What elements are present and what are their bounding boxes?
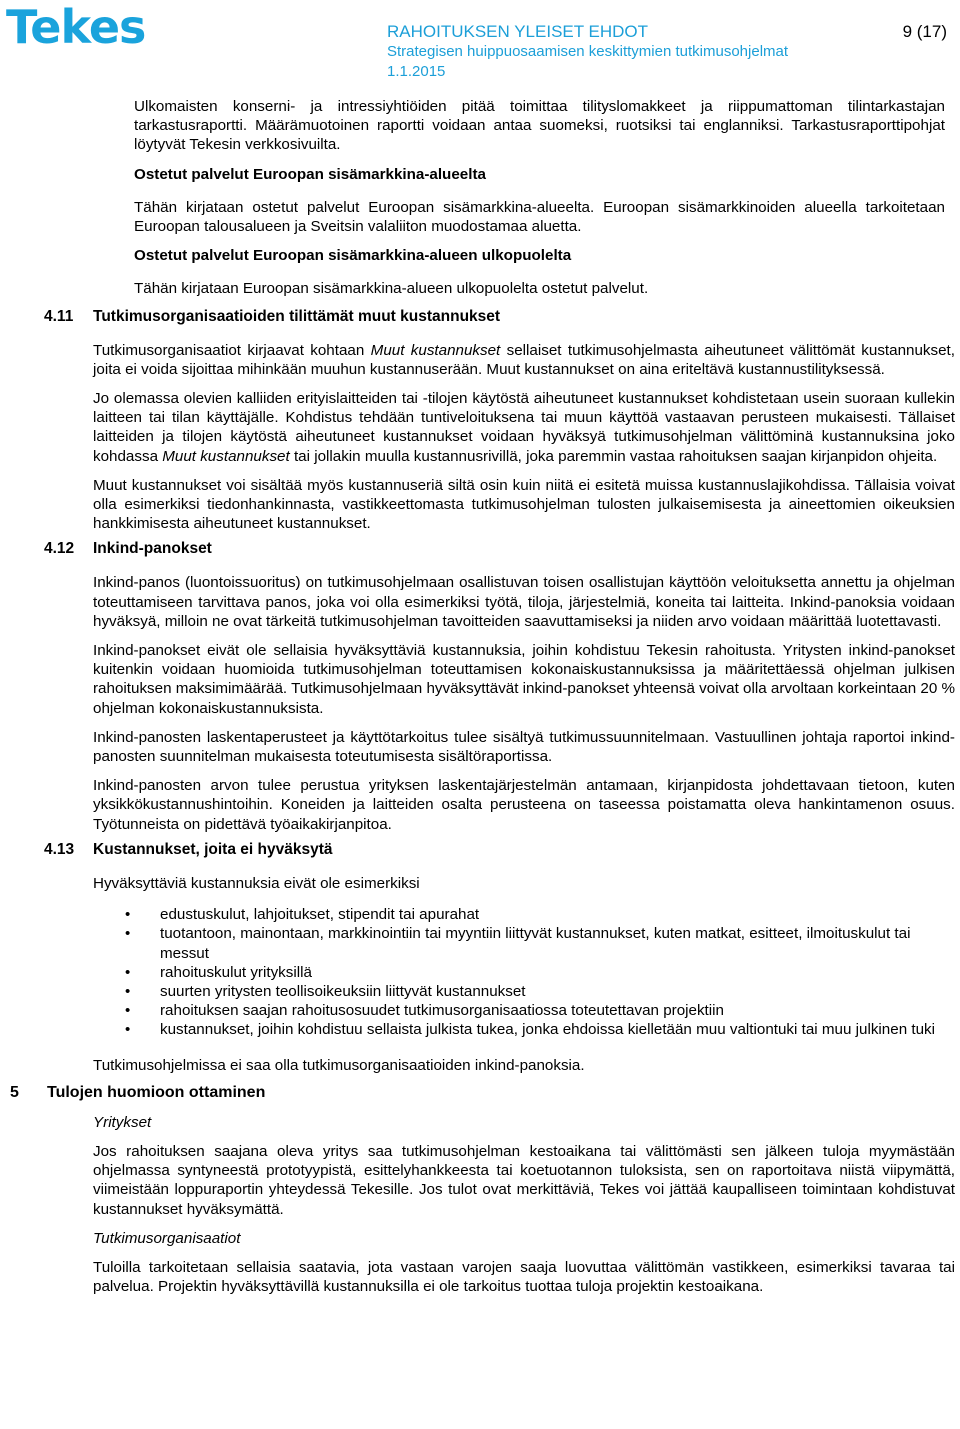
doc-title: RAHOITUKSEN YLEISET EHDOT [387, 22, 649, 41]
page-header [387, 22, 947, 82]
subheading: Ostetut palvelut Euroopan sisämarkkina-alueelta [134, 165, 486, 183]
subheading-italic: Yritykset [93, 1113, 152, 1131]
paragraph: Inkind-panos (luontoissuoritus) on tutkimusohjelmaan osallistuvan toisen osallistujan käyttöön veloituksetta annettu ja ohjelman toteuttamiseen tarvittava panos, joka voi olla esimerkiksi työtä, tiloja, järjestelmiä, koneita tai laitteita. Inkind-panoksia voidaan hyväksyä, milloin ne ovat tärkeitä tutkimusohjelman tavoitteiden saavuttamiseksi ja niiden arvo voidaan määrittää luotettavasti. [93, 574, 955, 630]
paragraph: Inkind-panokset eivät ole sellaisia hyväksyttäviä kustannuksia, joihin kohdistuu Tekesin rahoitusta. Yritysten inkind-panokset kuitenkin voidaan huomioida tutkimusohjelman toteuttamisen kokonaiskustannuksissa ja määritettäessä ohjelman julkisen rahoituksen maksimimäärää. Tutkimusohjelmaan hyväksyttävät inkind-panokset yhteensä voivat olla arvoltaan korkeintaan 20 % ohjelman kokonaiskustannuksista. [93, 642, 955, 717]
section-number: 4.11 [44, 307, 74, 325]
section-number: 4.12 [44, 540, 75, 558]
section-title: Tulojen huomioon ottaminen [47, 1083, 266, 1101]
paragraph: Tähän kirjataan ostetut palvelut Euroopan sisämarkkina-alueelta. Euroopan sisämarkkinoiden alueella tarkoitetaan Euroopan talousalueen ja Sveitsin valaliiton muodostamaa aluetta. [134, 198, 945, 236]
document-body [0, 97, 960, 1306]
section-title: Inkind-panokset [93, 540, 212, 558]
paragraph: Jo olemassa olevien kalliiden erityislaitteiden tai -tilojen käytöstä aiheutuneet kustannukset kohdistetaan usein suoraan kullekin laitteen tai tilan käyttäjälle. Kohdistus tehdään tuntiveloituksena tai muun käyttöä vastaavan perusteen mukaisesti. Tällaiset laitteiden ja tilojen käytöstä aiheutuneet kustannukset voidaan hyväksyä tutkimusohjelman välittöminä kustannuksina joko kohdassa Muut kustannukset tai jollakin muulla kustannusrivillä, joka paremmin vastaa rahoituksen saajan kirjanpidon ohjeita. [93, 390, 955, 465]
list-item: • rahoituskulut yrityksillä [160, 963, 955, 982]
doc-date: 1.1.2015 [387, 63, 446, 80]
logo: Tekes [6, 0, 146, 54]
section-number: 4.13 [44, 840, 75, 858]
doc-subtitle: Strategisen huippuosaamisen keskittymien tutkimusohjelmat [387, 43, 789, 60]
paragraph: Muut kustannukset voi sisältää myös kustannuseriä siltä osin kuin niitä ei esitetä muissa kustannuslajikohdissa. Tällaisia voivat olla esimerkiksi tiedonhankinnasta, vastikkeettomasta tutkimusohjelman tulosten julkaisemisesta ja aineettomien oikeuksien hankkimisesta aiheutuneet kustannukset. [93, 476, 955, 533]
section-number: 5 [10, 1083, 19, 1101]
paragraph: Inkind-panosten laskentaperusteet ja käyttötarkoitus tulee sisältyä tutkimussuunnitelmaan. Vastuullinen johtaja raportoi inkind-panosten suunnitelman mukaisesta toteutumisesta sisältöraportissa. [93, 728, 955, 766]
subheading: Ostetut palvelut Euroopan sisämarkkina-alueen ulkopuolelta [134, 247, 572, 265]
section-title: Kustannukset, joita ei hyväksytä [93, 840, 333, 858]
section-heading-4-13 [44, 840, 960, 860]
paragraph: Tähän kirjataan Euroopan sisämarkkina-alueen ulkopuolelta ostetut palvelut. [134, 280, 649, 298]
paragraph: Hyväksyttäviä kustannuksia eivät ole esimerkiksi [93, 874, 420, 892]
paragraph: Tutkimusorganisaatiot kirjaavat kohtaan Muut kustannukset sellaiset tutkimusohjelmasta aiheutuneet välittömät kustannukset, joita ei voida sijoittaa mihinkään muuhun kustannuserään. Muut kustannukset on aina eriteltävä kustannustilityksessä. [93, 341, 955, 378]
paragraph: Tuloilla tarkoitetaan sellaisia saatavia, jota vastaan varojen saaja luovuttaa välittömän vastikkeen, esimerkiksi tavaraa tai palvelua. Projektin hyväksyttävillä kustannuksilla ei ole tarkoitus tuottaa tuloja projektin kestoaikana. [93, 1258, 955, 1296]
section-heading-5 [10, 1083, 960, 1103]
subheading-italic: Tutkimusorganisaatiot [93, 1229, 241, 1247]
section-heading-4-11 [44, 307, 960, 327]
paragraph: Ulkomaisten konserni- ja intressiyhtiöiden pitää toimittaa tilityslomakkeet ja riippumattoman tilintarkastajan tarkastusraportti. Määrämuotoinen raportti voidaan antaa suomeksi, ruotsiksi tai englanniksi. Tarkastusraporttipohjat löytyvät Tekesin verkkosivuilta. [134, 98, 945, 154]
section-heading-4-12 [44, 539, 960, 559]
paragraph: Jos rahoituksen saajana oleva yritys saa tutkimusohjelman kestoaikana tai välittömästi sen jälkeen tuloja myymästään ohjelmassa syntyneestä prototyypistä, esittelyhankkeesta tai koetuotannon tuloksista, sen on raportoitava niistä viipymättä, viimeistään loppuraportin yhteydessä Tekesille. Jos tulot ovat merkittäviä, Tekes voi jättää kaupalliseen toimintaan kohdistuvat kustannukset hyväksymättä. [93, 1142, 955, 1218]
list-item: • kustannukset, joihin kohdistuu sellaista julkista tukea, jonka ehdoissa kielletään muu valtiontuki tai muu julkinen tuki [160, 1020, 955, 1039]
bullet-list [0, 905, 960, 1039]
list-item: • tuotantoon, mainontaan, markkinointiin tai myyntiin liittyvät kustannukset, kuten matkat, esitteet, ilmoituskulut tai messut [160, 924, 955, 962]
paragraph: Inkind-panosten arvon tulee perustua yrityksen laskentajärjestelmän antamaan, kirjanpidosta johdettavaan tietoon, kuten yksikkökustannushintoihin. Koneiden ja laitteiden osalta perusteena on taseessa poistamatta oleva hankintamenon osuus. Työtunneista on pidettävä työaikakirjanpitoa. [93, 777, 955, 833]
list-item: • rahoituksen saajan rahoitusosuudet tutkimusorganisaatiossa toteutettavan projektiin [160, 1001, 955, 1020]
section-title: Tutkimusorganisaatioiden tilittämät muut kustannukset [93, 307, 501, 325]
list-item: • suurten yritysten teollisoikeuksiin liittyvät kustannukset [160, 982, 955, 1001]
list-item: • edustuskulut, lahjoitukset, stipendit tai apurahat [160, 905, 955, 924]
page-number: 9 (17) [902, 22, 947, 41]
paragraph: Tutkimusohjelmissa ei saa olla tutkimusorganisaatioiden inkind-panoksia. [93, 1056, 585, 1074]
